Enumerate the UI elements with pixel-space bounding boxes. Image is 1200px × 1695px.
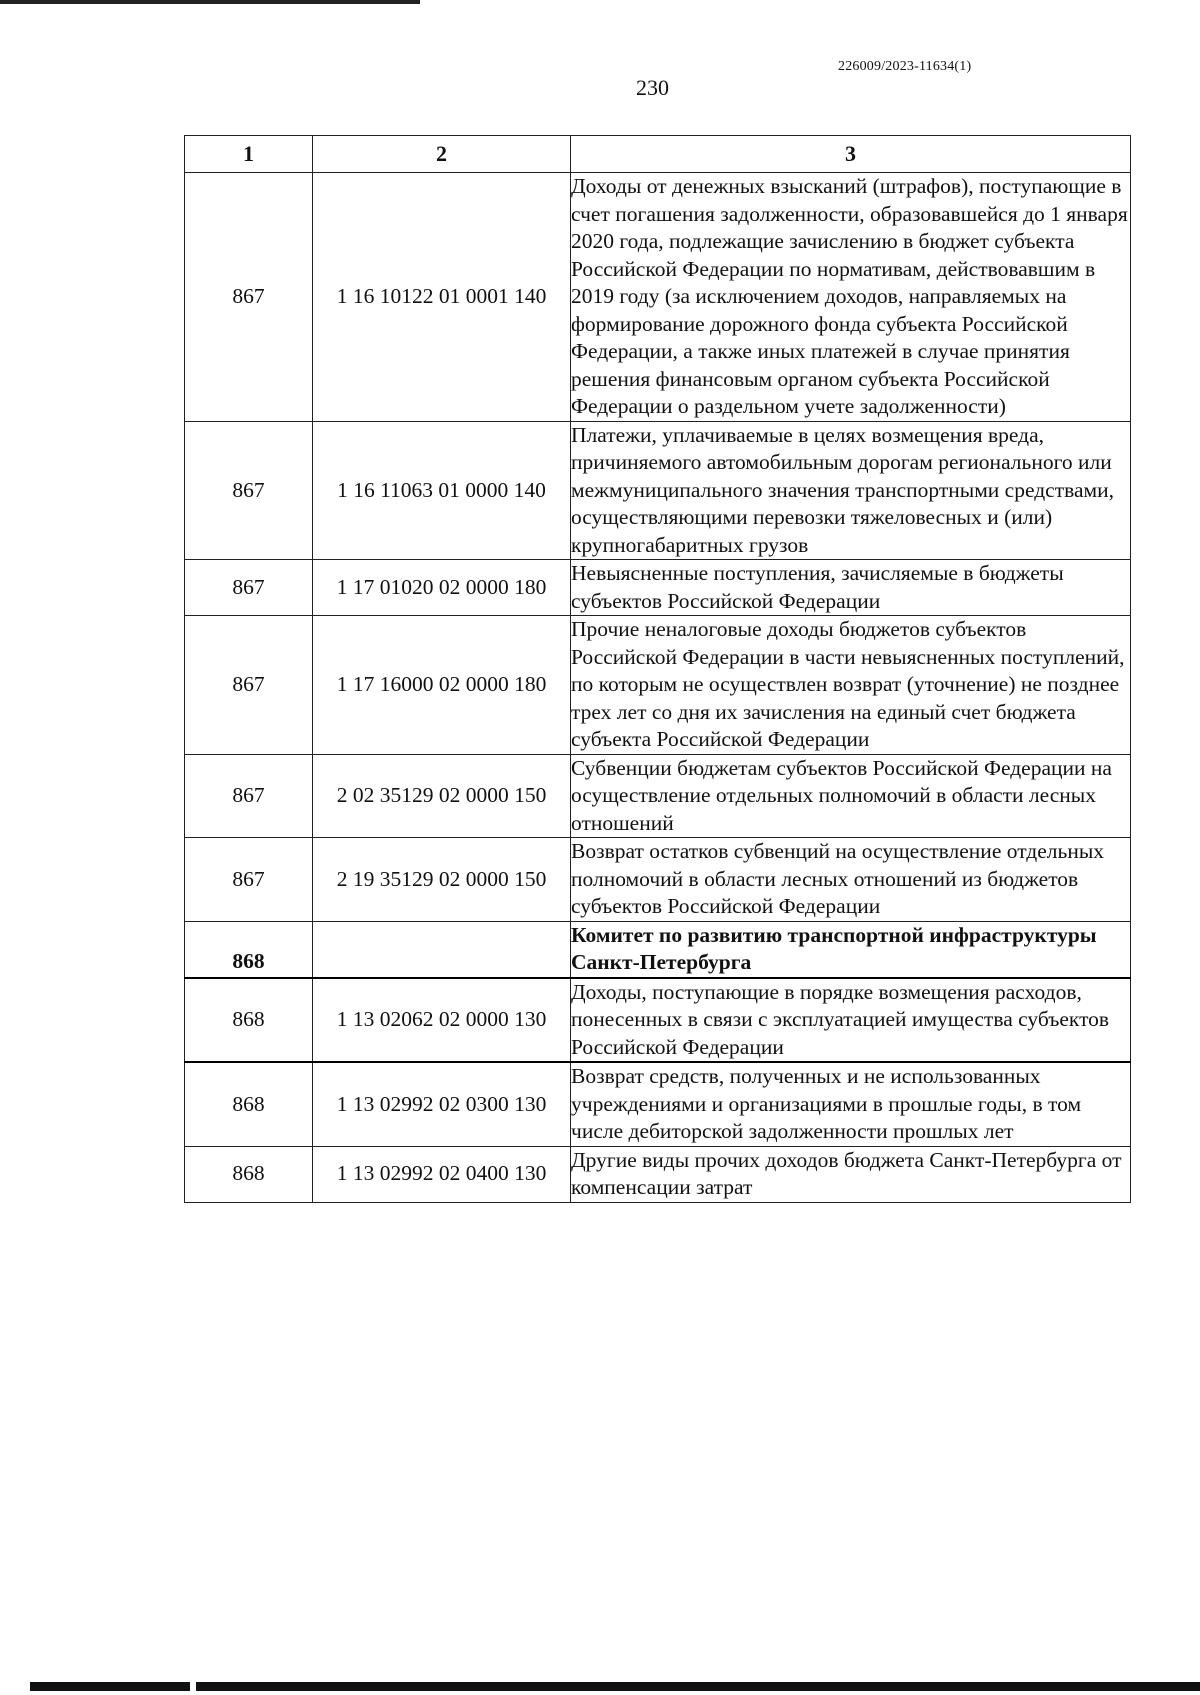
scan-edge-bottom: [30, 1682, 1200, 1691]
table-row: [185, 978, 1131, 1063]
table-row: [185, 1146, 1131, 1202]
revenue-code: 1 13 02992 02 0400 130: [313, 1146, 571, 1202]
budget-codes-table: [184, 135, 1131, 1203]
revenue-code: 2 19 35129 02 0000 150: [313, 838, 571, 922]
revenue-code: 1 17 16000 02 0000 180: [313, 616, 571, 755]
administrator-code: 868: [185, 1146, 313, 1202]
table-row: [185, 838, 1131, 922]
administrator-code: 867: [185, 838, 313, 922]
revenue-code: 2 02 35129 02 0000 150: [313, 754, 571, 838]
revenue-code: 1 16 10122 01 0001 140: [313, 173, 571, 422]
administrator-heading-row: [185, 921, 1131, 978]
column-header-1: 1: [185, 136, 313, 173]
table-row: [185, 616, 1131, 755]
scan-edge-gap: [190, 1682, 196, 1691]
revenue-description: Возврат остатков субвенций на осуществление отдельных полномочий в области лесных отношений из бюджетов субъектов Российской Федерации: [571, 838, 1131, 922]
administrator-code: 867: [185, 173, 313, 422]
column-header-2: 2: [313, 136, 571, 173]
revenue-code: 1 13 02062 02 0000 130: [313, 978, 571, 1063]
administrator-code: 868: [185, 978, 313, 1063]
table-row: [185, 754, 1131, 838]
revenue-description: Невыясненные поступления, зачисляемые в бюджеты субъектов Российской Федерации: [571, 560, 1131, 616]
administrator-code: 867: [185, 560, 313, 616]
table-row: [185, 1062, 1131, 1146]
scan-edge-top: [0, 0, 420, 4]
administrator-code: 868: [185, 921, 313, 978]
table-row: [185, 173, 1131, 422]
administrator-code: 867: [185, 616, 313, 755]
administrator-name: Комитет по развитию транспортной инфраструктуры Санкт-Петербурга: [571, 921, 1131, 978]
table-row: [185, 560, 1131, 616]
revenue-code: [313, 921, 571, 978]
table-header-row: [185, 136, 1131, 173]
revenue-description: Субвенции бюджетам субъектов Российской Федерации на осуществление отдельных полномочий в области лесных отношений: [571, 754, 1131, 838]
revenue-code: 1 16 11063 01 0000 140: [313, 421, 571, 560]
revenue-description: Платежи, уплачиваемые в целях возмещения вреда, причиняемого автомобильным дорогам регионального или межмуниципального значения транспортными средствами, осуществляющими перевозки тяжеловесных и (или) крупногабаритных грузов: [571, 421, 1131, 560]
revenue-description: Доходы от денежных взысканий (штрафов), поступающие в счет погашения задолженности, образовавшейся до 1 января 2020 года, подлежащие зачислению в бюджет субъекта Российской Федерации по нормативам, действовавшим в 2019 году (за исключением доходов, направляемых на формирование дорожного фонда субъекта Российской Федерации, а также иных платежей в случае принятия решения финансовым органом субъекта Российской Федерации о раздельном учете задолженности): [571, 173, 1131, 422]
revenue-code: 1 17 01020 02 0000 180: [313, 560, 571, 616]
revenue-description: Другие виды прочих доходов бюджета Санкт-Петербурга от компенсации затрат: [571, 1146, 1131, 1202]
administrator-code: 867: [185, 421, 313, 560]
table-row: [185, 421, 1131, 560]
revenue-description: Прочие неналоговые доходы бюджетов субъектов Российской Федерации в части невыясненных поступлений, по которым не осуществлен возврат (уточнение) не позднее трех лет со дня их зачисления на единый счет бюджета субъекта Российской Федерации: [571, 616, 1131, 755]
administrator-code: 867: [185, 754, 313, 838]
revenue-description: Доходы, поступающие в порядке возмещения расходов, понесенных в связи с эксплуатацией имущества субъектов Российской Федерации: [571, 978, 1131, 1063]
revenue-code: 1 13 02992 02 0300 130: [313, 1062, 571, 1146]
document-number: 226009/2023-11634(1): [838, 59, 972, 74]
revenue-description: Возврат средств, полученных и не использованных учреждениями и организациями в прошлые годы, в том числе дебиторской задолженности прошлых лет: [571, 1062, 1131, 1146]
column-header-3: 3: [571, 136, 1131, 173]
administrator-code: 868: [185, 1062, 313, 1146]
page-number: 230: [636, 75, 669, 100]
